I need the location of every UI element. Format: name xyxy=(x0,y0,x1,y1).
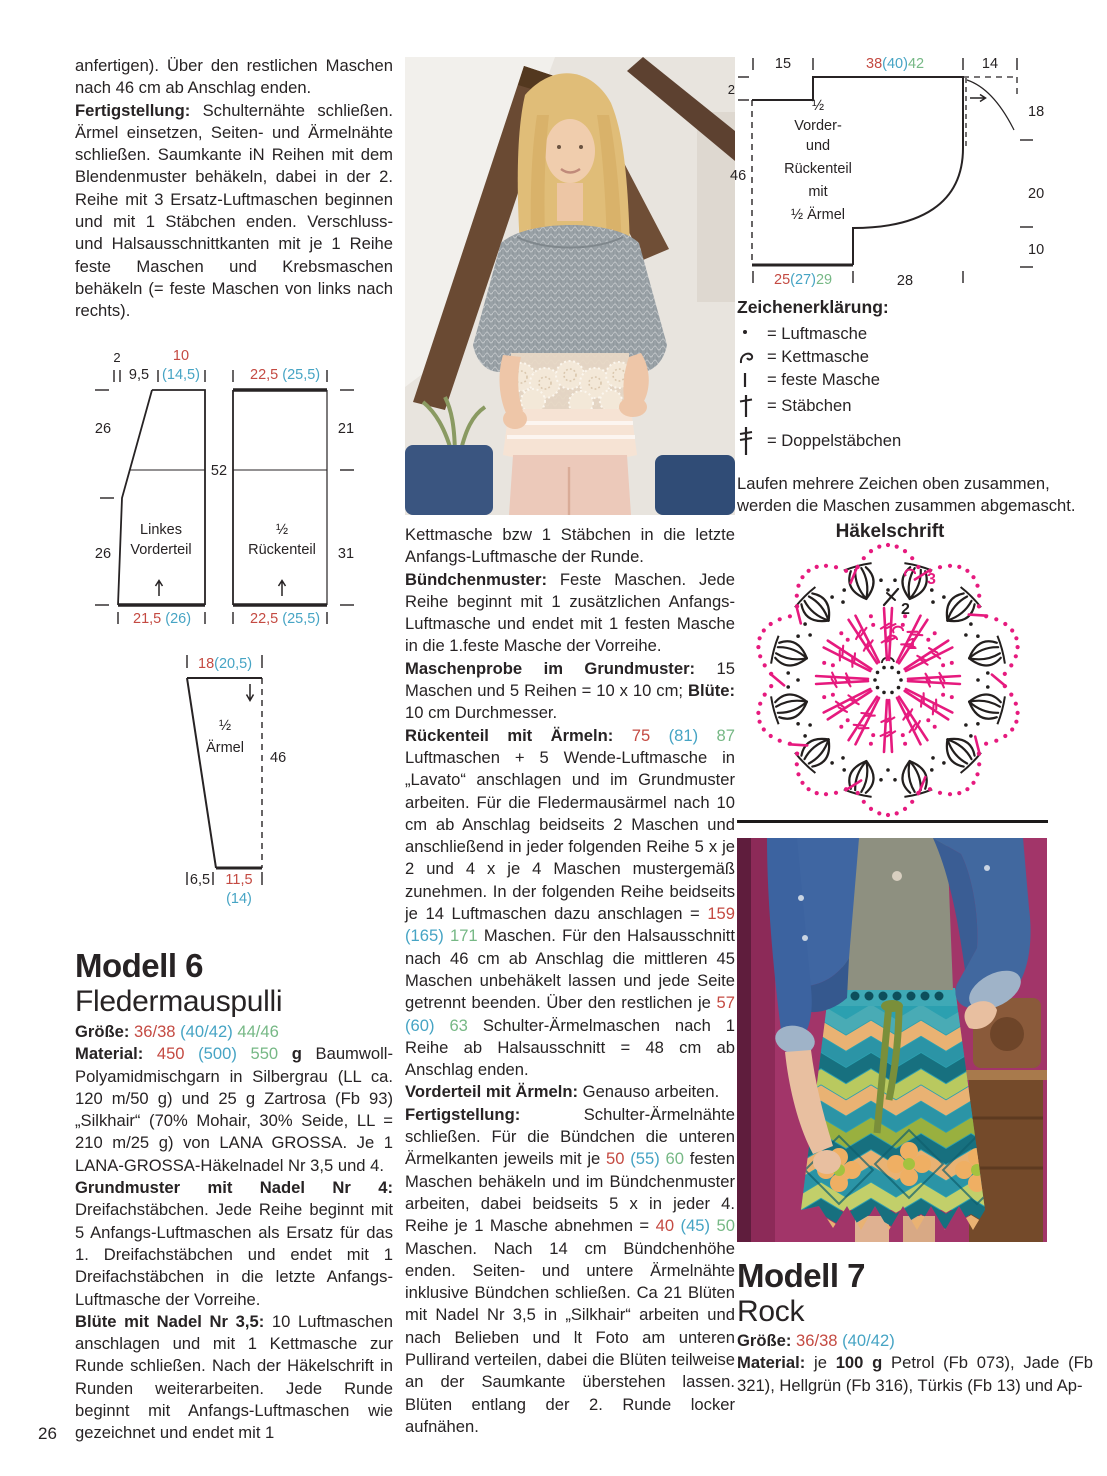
grain-arrows xyxy=(156,581,286,597)
piece-name: Vorderteil xyxy=(130,542,192,558)
haekelschrift-heading xyxy=(740,521,1040,543)
paragraph xyxy=(737,1352,1093,1397)
text-run: Bündchenmuster: xyxy=(405,569,547,589)
legend-item xyxy=(737,393,1087,419)
model7-heading-block xyxy=(737,1258,865,1330)
text-run: je xyxy=(805,1353,836,1373)
paragraph xyxy=(405,658,735,725)
text-run: (55) xyxy=(624,1149,660,1169)
measure-label-multisize: 38(40)42 xyxy=(866,56,925,72)
text-run: (81) xyxy=(650,725,699,745)
text-run: Fertigstellung: xyxy=(75,100,191,120)
neck xyxy=(557,183,583,221)
text-run: Material: xyxy=(75,1044,157,1064)
measure-label: 2 xyxy=(113,350,121,365)
text-run: 63 xyxy=(434,1015,468,1035)
measure-label: 14 xyxy=(981,56,999,72)
legend-item-label: = Doppelstäbchen xyxy=(767,431,902,451)
flower-hem-band xyxy=(507,353,632,415)
paragraph xyxy=(737,1330,1093,1352)
divider-rule xyxy=(737,820,1048,823)
text-run: 60 xyxy=(659,1149,685,1169)
text-run: Feste Maschen. Jede Reihe beginnt mit 1 zusätzlichen Anfangs-Luftmasche und endet mit 1 festen Masche in die 1.feste Masche der Vorreihe. xyxy=(405,569,735,656)
schematic-combined-piece xyxy=(728,52,1100,298)
text-run: 57 xyxy=(716,993,735,1013)
paragraph xyxy=(405,1081,735,1103)
text-run: Kettmasche bzw 1 Stäbchen in die letzte Anfangs-Luftmasche der Runde. xyxy=(405,525,735,567)
measure-label: 52 xyxy=(210,463,228,479)
measure-label: 10 xyxy=(1028,242,1045,258)
left-hand xyxy=(813,1150,841,1174)
text-run: (60) xyxy=(405,1015,435,1035)
text-run: 40 xyxy=(655,1216,675,1236)
piece-name: ½ Ärmel xyxy=(791,207,845,223)
paragraph xyxy=(75,1311,393,1445)
measure-label-size1: 10 xyxy=(172,348,190,364)
text-run: 10 Luftmaschen anschlagen und mit 1 Kettmasche zur Runde schließen. Nach der Häkelschrift in Runden weiterarbeiten. Jede Runde beginnt mit Anfangs-Luftmaschen wie gezeichnet und endet mit 1 xyxy=(75,1311,393,1443)
left-hand xyxy=(503,409,527,429)
gray-top xyxy=(841,838,953,990)
measure-label-size1: 21,5 (26) xyxy=(133,611,192,627)
measure-label-size1: 18(20,5) xyxy=(198,656,253,672)
paragraph xyxy=(405,569,735,658)
paragraph xyxy=(405,1104,735,1438)
text-run xyxy=(613,726,631,745)
measure-label-size1: 22,5 (25,5) xyxy=(250,611,321,627)
piece-name: ½ xyxy=(811,98,825,114)
measure-label-size1: 22,5 (25,5) xyxy=(250,367,321,383)
treble-crochet-icon xyxy=(737,425,767,457)
text-run: festen Maschen behäkeln und im Bündchenmuster arbeiten, dabei beidseits 5 x in jeder 4. Reihe je 1 Masche abnehmen = xyxy=(405,1149,735,1236)
text-run: Maschen. Für den Halsausschnitt nach 46 cm ab Anschlag die mittleren 45 Maschen unbehäkelt lassen und jede Seite getrennt beenden. Über den restlichen je xyxy=(405,926,736,1013)
piece-name: ½ xyxy=(275,522,289,538)
measure-label: 46 xyxy=(270,750,287,766)
svg-text:3: 3 xyxy=(927,571,936,588)
text-run: 450 xyxy=(156,1044,185,1064)
measure-label: 26 xyxy=(94,546,112,562)
text-run: 50 xyxy=(710,1216,735,1236)
measure-label: 9,5 xyxy=(128,367,150,383)
text-run: Fertigstellung: xyxy=(405,1104,521,1124)
measure-label: 21 xyxy=(337,421,355,437)
text-run: Größe: xyxy=(737,1331,797,1350)
model6-text xyxy=(75,1021,393,1445)
paragraph xyxy=(75,55,393,100)
direction-arrow xyxy=(970,95,986,102)
piece-name: Vorder- xyxy=(794,118,842,134)
right-hand xyxy=(619,397,647,417)
text-run: Maschenprobe im Grundmuster: xyxy=(405,658,696,678)
text-run: Baumwoll-Polyamidmischgarn in Silbergrau (LL ca. 120 m/50 g) und 25 g Zartrosa (Fb 93) „Silkhair“ (70% Mohair, 30% Seide, LL = 210 m/25 g) von LANA GROSSA. Je 1 LANA-GROSSA-Häkelnadel Nr 3,5 und 4. xyxy=(75,1044,393,1175)
model7-text xyxy=(737,1330,1093,1397)
crochet-chart-rounds xyxy=(756,543,1019,817)
legend-item-label: = Stäbchen xyxy=(767,396,852,416)
photo-pullover-model xyxy=(405,57,735,515)
wall-shadow-strip xyxy=(737,838,751,1242)
text-run: 36/38 xyxy=(134,1022,176,1041)
measure-label-multisize: 25(27)29 xyxy=(774,272,833,288)
text-run: (40/42) xyxy=(837,1331,895,1350)
measure-label-size2: (14) xyxy=(226,891,252,907)
piece-name: mit xyxy=(808,184,828,200)
sofa-right xyxy=(655,455,735,515)
text-run: Grundmuster mit Nadel Nr 4: xyxy=(75,1178,393,1198)
text-run: Genauso arbeiten. xyxy=(578,1082,720,1102)
legend-item-label: = feste Masche xyxy=(767,370,880,390)
single-crochet-icon xyxy=(737,370,767,390)
photo-skirt-model xyxy=(737,838,1047,1242)
text-run: 87 xyxy=(698,725,735,745)
grain-arrow xyxy=(247,684,254,701)
piece-name: ½ xyxy=(218,718,232,734)
piece-name: Ärmel xyxy=(206,740,244,756)
piece-name: und xyxy=(805,138,831,154)
measure-label: 46 xyxy=(730,168,747,184)
measure-ticks xyxy=(738,58,1033,283)
text-run: 10 cm Durchmesser. xyxy=(405,703,558,723)
text-run: Rückenteil mit Ärmeln: xyxy=(405,725,614,745)
measure-label: 20 xyxy=(1028,186,1045,202)
text-run: Dreifachstäbchen. Jede Reihe beginnt mit 5 Anfangs-Luftmaschen als Ersatz für das 1. Dreifachstäbchen und endet mit 1 Dreifachstäbchen in die letzte Anfangs-Luftmasche der Vorreihe. xyxy=(75,1200,393,1309)
measure-ticks xyxy=(95,370,354,624)
front-piece-outline xyxy=(118,390,205,605)
measure-label-size2: (14,5) xyxy=(162,367,200,383)
haekelschrift-title: Häkelschrift xyxy=(835,521,945,542)
text-run: Größe: xyxy=(75,1022,135,1041)
text-run: (40/42) xyxy=(175,1022,233,1041)
text-run: 75 xyxy=(631,725,651,745)
sofa-left xyxy=(405,445,493,515)
page-number: 26 xyxy=(38,1424,57,1443)
double-crochet-icon xyxy=(737,393,767,419)
model6-subtitle: Fledermauspulli xyxy=(75,985,283,1018)
legend-item xyxy=(737,425,1087,457)
text-run: Petrol (Fb 073), Jade (Fb 321), Hellgrün (Fb 316), Türkis (Fb 13) und Ap- xyxy=(737,1353,1093,1395)
schematic-front-back-pieces xyxy=(85,343,385,643)
chain-stitch-icon xyxy=(737,324,767,344)
schematic-sleeve-piece xyxy=(140,640,400,925)
measure-label: 2 xyxy=(728,82,735,97)
paragraph xyxy=(405,524,735,569)
measure-label: 26 xyxy=(94,421,112,437)
model6-title: Modell 6 xyxy=(75,947,204,984)
legend-item xyxy=(737,347,1087,367)
text-run: Luftmaschen + 5 Wende-Luftmasche in „Lavato“ anschlagen und im Grundmuster arbeiten. Für die Fledermausärmel nach 10 cm ab Anschlag beidseits 2 Maschen und anschließend in jeder folgenden Reihe 5 x je 2 und 4 x je 4 Maschen mustergemäß zunehmen. In der folgenden Reihe beidseits je 14 Luftmaschen dazu anschlagen = xyxy=(405,747,735,924)
svg-text:2: 2 xyxy=(901,601,910,618)
back-piece-outline xyxy=(233,390,327,605)
model7-subtitle: Rock xyxy=(737,1295,805,1328)
text-run: Maschen. Nach 14 cm Bündchenhöhe enden. Seiten- und untere Ärmelnähte inklusive Bündchen schließen. Ca 21 Blüten mit Nadel Nr 3,5 in „Silkhair“ arbeiten und nach Belieben und lt Foto am unteren Pullirand verteilen, dabei die Blüten teilweise an der Saumkante überstehen lassen. Blüten entlang der 2. Runde locker aufnähen. xyxy=(405,1238,735,1436)
measure-label: 15 xyxy=(774,56,792,72)
text-run: 36/38 xyxy=(796,1331,838,1350)
text-run: Blüte mit Nadel Nr 3,5: xyxy=(75,1311,265,1331)
measure-label-size1: 11,5 xyxy=(225,872,253,888)
text-run: (45) xyxy=(674,1216,711,1236)
paragraph xyxy=(75,100,393,323)
left-column-text xyxy=(75,55,393,323)
symbol-legend xyxy=(737,296,1087,460)
text-run: anfertigen). Über den restlichen Maschen nach 46 cm ab Anschlag enden. xyxy=(75,56,393,98)
slip-stitch-icon xyxy=(737,347,767,367)
text-run: 159 xyxy=(707,904,735,924)
legend-item-label: = Luftmasche xyxy=(767,324,868,344)
piece-name: Rückenteil xyxy=(248,542,316,558)
middle-column-text xyxy=(405,524,735,1438)
text-run: 171 xyxy=(443,926,478,946)
text-run: Schulter-Ärmelmaschen nach 1 Reihe ab Halsausschnitt = 48 cm ab Anschlag enden. xyxy=(405,1015,735,1080)
crochet-chart xyxy=(738,542,1038,820)
model7-title: Modell 7 xyxy=(737,1257,866,1294)
paragraph xyxy=(75,1021,393,1043)
text-run: 550 xyxy=(236,1044,279,1064)
text-run: Schulternähte schließen. Ärmel einsetzen, Seiten- und Ärmelnähte schließen. Saumkante iN Reihen mit dem Blendenmuster behäkeln, dabei in der 2. Reihe mit 3 Ersatz-Luftmaschen beginnen und mit 1 Stäbchen enden. Verschluss- und Halsausschnittkanten mit je 1 Reihe feste Maschen und Krebsmaschen behäkeln (= feste Maschen von links nach rechts). xyxy=(75,100,393,321)
legend-item xyxy=(737,324,1087,344)
legend-note-text: Laufen mehrere Zeichen oben zusammen, werden die Maschen zusammen abgemascht. xyxy=(737,474,1076,516)
text-run: Blüte: xyxy=(687,681,735,701)
paragraph xyxy=(75,1177,393,1311)
text-run: (500) xyxy=(184,1044,237,1064)
text-run: 44/46 xyxy=(232,1022,279,1041)
sleeve-outline xyxy=(187,678,262,868)
text-run: 15 Maschen und 5 Reihen = 10 x 10 cm; xyxy=(405,658,735,701)
paragraph xyxy=(75,1043,393,1177)
legend-item xyxy=(737,370,1087,390)
legend-item-label: = Kettmasche xyxy=(767,347,869,367)
piece-name: Rückenteil xyxy=(784,161,852,177)
paragraph xyxy=(405,725,735,1082)
text-run: Material: xyxy=(737,1353,806,1373)
piece-name: Linkes xyxy=(140,522,182,538)
measure-label: 28 xyxy=(896,273,914,289)
text-run: Schulter-Ärmelnähte schließen. Für die Bündchen die unteren Ärmelkanten jeweils mit je xyxy=(405,1104,735,1169)
text-run: (165) xyxy=(405,926,444,946)
measure-label: 18 xyxy=(1028,104,1045,120)
svg-text:1: 1 xyxy=(908,636,917,653)
model6-heading-block xyxy=(75,948,282,1020)
legend-title: Zeichenerklärung: xyxy=(737,297,889,317)
legend-note xyxy=(737,473,1095,518)
text-run: Vorderteil mit Ärmeln: xyxy=(405,1082,579,1102)
text-run: 100 g xyxy=(835,1353,883,1373)
text-run: g xyxy=(278,1044,302,1064)
measure-label: 31 xyxy=(337,546,355,562)
measure-label: 6,5 xyxy=(189,872,211,888)
text-run: 50 xyxy=(606,1149,625,1169)
